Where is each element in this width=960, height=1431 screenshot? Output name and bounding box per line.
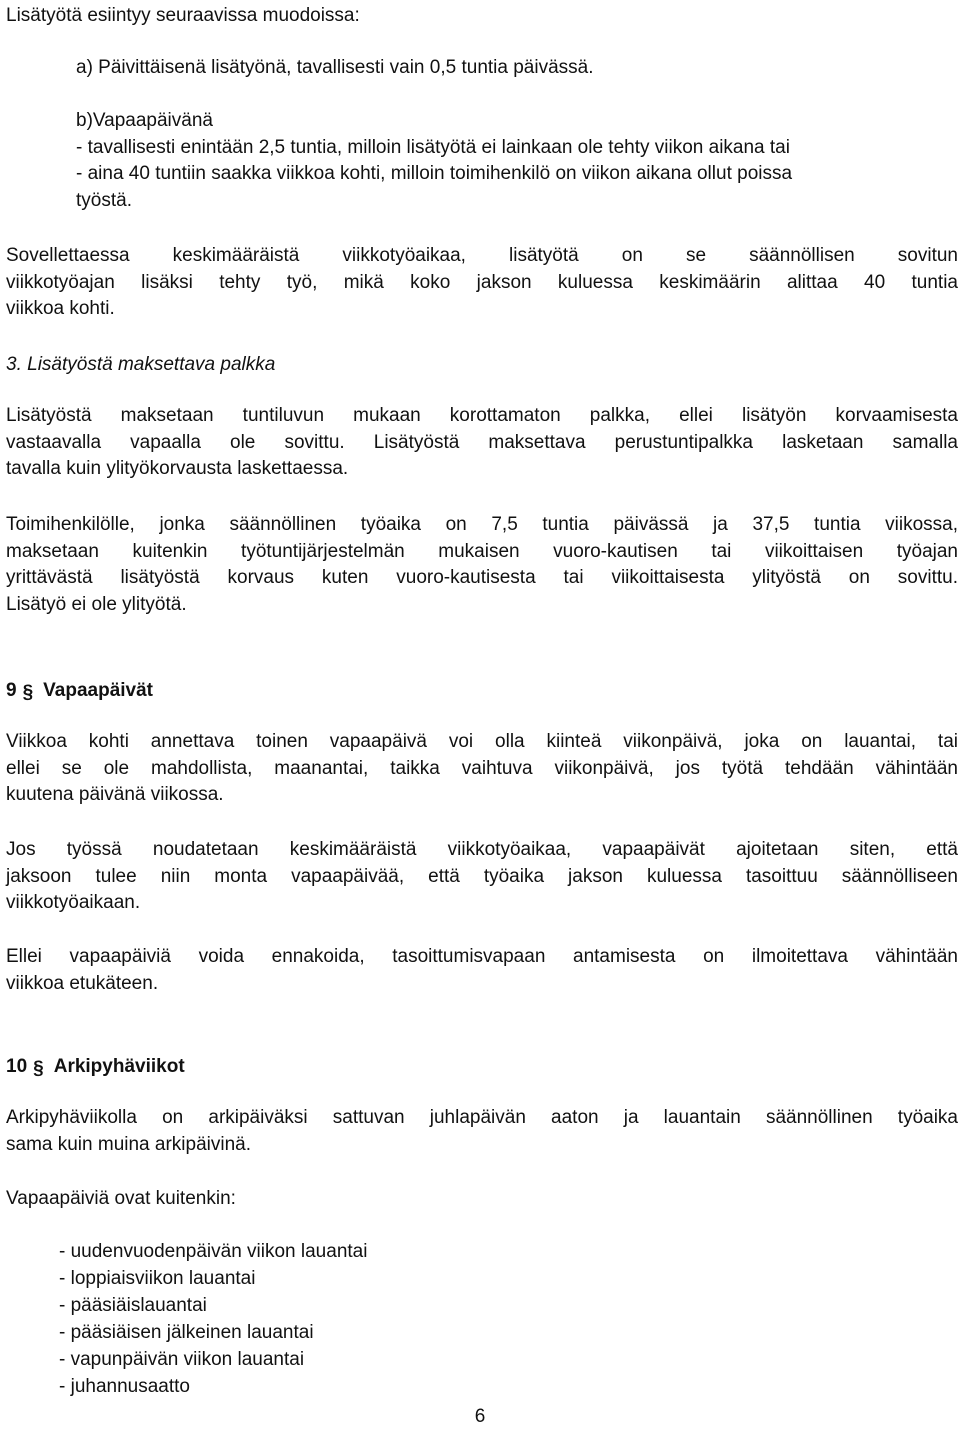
list-item: - pääsiäislauantai <box>59 1295 207 1317</box>
paragraph-jos <box>6 837 958 917</box>
list-item: - vapunpäivän viikon lauantai <box>59 1349 305 1371</box>
item-b <box>76 108 956 214</box>
paragraph-line: kuutena päivänä viikossa. <box>6 784 224 805</box>
paragraph-sovellettaessa <box>6 243 958 323</box>
paragraph-palkka <box>6 403 958 483</box>
paragraph-line: Sovellettaessa keskimääräistä viikkotyöaikaa, lisätyötä on se säännöllisen sovitun <box>6 245 958 266</box>
paragraph-line: Arkipyhäviikolla on arkipäiväksi sattuvan juhlapäivän aaton ja lauantain säännöllinen työaika <box>6 1107 958 1128</box>
paragraph-line: Toimihenkilölle, jonka säännöllinen työaika on 7,5 tuntia päivässä ja 37,5 tuntia viikossa, <box>6 514 958 535</box>
item-b-line: - tavallisesti enintään 2,5 tuntia, milloin lisätyötä ei lainkaan ole tehty viikon aikana tai <box>76 136 790 158</box>
section-number: 10 <box>6 1056 28 1077</box>
paragraph-line: viikkotyöaikaan. <box>6 892 141 913</box>
section-10-heading <box>6 1054 958 1083</box>
item-b-line: työstä. <box>76 189 132 211</box>
paragraph-line: Jos työssä noudatetaan keskimääräistä viikkotyöaikaa, vapaapäivät ajoitetaan siten, että <box>6 839 958 860</box>
intro-text: Lisätyötä esiintyy seuraavissa muodoissa: <box>6 5 360 26</box>
paragraph-line: sama kuin muina arkipäivinä. <box>6 1133 252 1155</box>
paragraph-line: Viikkoa kohti annettava toinen vapaapäivä voi olla kiinteä viikonpäivä, joka on lauantai, tai <box>6 731 958 752</box>
section-symbol: § <box>33 1058 44 1079</box>
paragraph-line: yrittävästä lisätyöstä korvaus kuten vuoro-kautisesta tai viikoittaisesta ylityöstä on sovittu. <box>6 567 958 588</box>
paragraph-arkipyha <box>6 1105 958 1158</box>
paragraph-viikkoa <box>6 729 958 809</box>
list-item: - uudenvuodenpäivän viikon lauantai <box>59 1241 368 1262</box>
paragraph-line: jaksoon tulee niin monta vapaapäivää, että työaika jakson kuluessa tasoittuu säännölliseen <box>6 865 958 887</box>
section-title: Arkipyhäviikot <box>53 1056 185 1077</box>
item-b-heading: b)Vapaapäivänä <box>76 110 213 131</box>
list-item: - pääsiäisen jälkeinen lauantai <box>59 1322 314 1344</box>
paragraph-line: viikkoa etukäteen. <box>6 972 159 994</box>
subheading-3: 3. Lisätyöstä maksettava palkka <box>6 354 276 375</box>
page-number: 6 <box>474 1406 486 1427</box>
item-b-line: - aina 40 tuntiin saakka viikkoa kohti, milloin toimihenkilö on viikon aikana ollut poissa <box>76 163 793 184</box>
paragraph-line: Ellei vapaapäiviä voida ennakoida, tasoittumisvapaan antamisesta on ilmoitettava vähintään <box>6 946 958 967</box>
paragraph-line: vastaavalla vapaalla ole sovittu. Lisätyöstä maksettava perustuntipalkka lasketaan samalla <box>6 431 958 453</box>
list-item: - loppiaisviikon lauantai <box>59 1268 256 1290</box>
vapaapaivia-intro: Vapaapäiviä ovat kuitenkin: <box>6 1188 236 1209</box>
paragraph-line: maksetaan kuitenkin työtuntijärjestelmän mukaisen vuoro-kautisen tai viikoittaisen työajan <box>6 540 958 562</box>
section-symbol: § <box>22 682 34 703</box>
paragraph-toimihenkilolle <box>6 512 958 618</box>
paragraph-line: viikkoa kohti. <box>6 298 115 319</box>
paragraph-line: Lisätyöstä maksetaan tuntiluvun mukaan korottamaton palkka, ellei lisätyön korvaamisesta <box>6 405 958 426</box>
list-item: - juhannusaatto <box>59 1376 190 1398</box>
paragraph-line: Lisätyö ei ole ylityötä. <box>6 593 187 615</box>
vapaapaivia-list <box>59 1238 367 1401</box>
paragraph-line: tavalla kuin ylityökorvausta laskettaessa. <box>6 458 349 479</box>
item-a: a) Päivittäisenä lisätyönä, tavallisesti vain 0,5 tuntia päivässä. <box>76 57 594 78</box>
paragraph-line: viikkotyöajan lisäksi tehty työ, mikä koko jakson kuluessa keskimäärin alittaa 40 tuntia <box>6 271 958 293</box>
section-number: 9 <box>6 680 17 701</box>
paragraph-line: ellei se ole mahdollista, maanantai, taikka vaihtuva viikonpäivä, jos työtä tehdään vähintään <box>6 757 958 779</box>
section-title: Vapaapäivät <box>43 680 153 701</box>
paragraph-ellei <box>6 944 958 997</box>
section-9-heading <box>6 678 958 707</box>
